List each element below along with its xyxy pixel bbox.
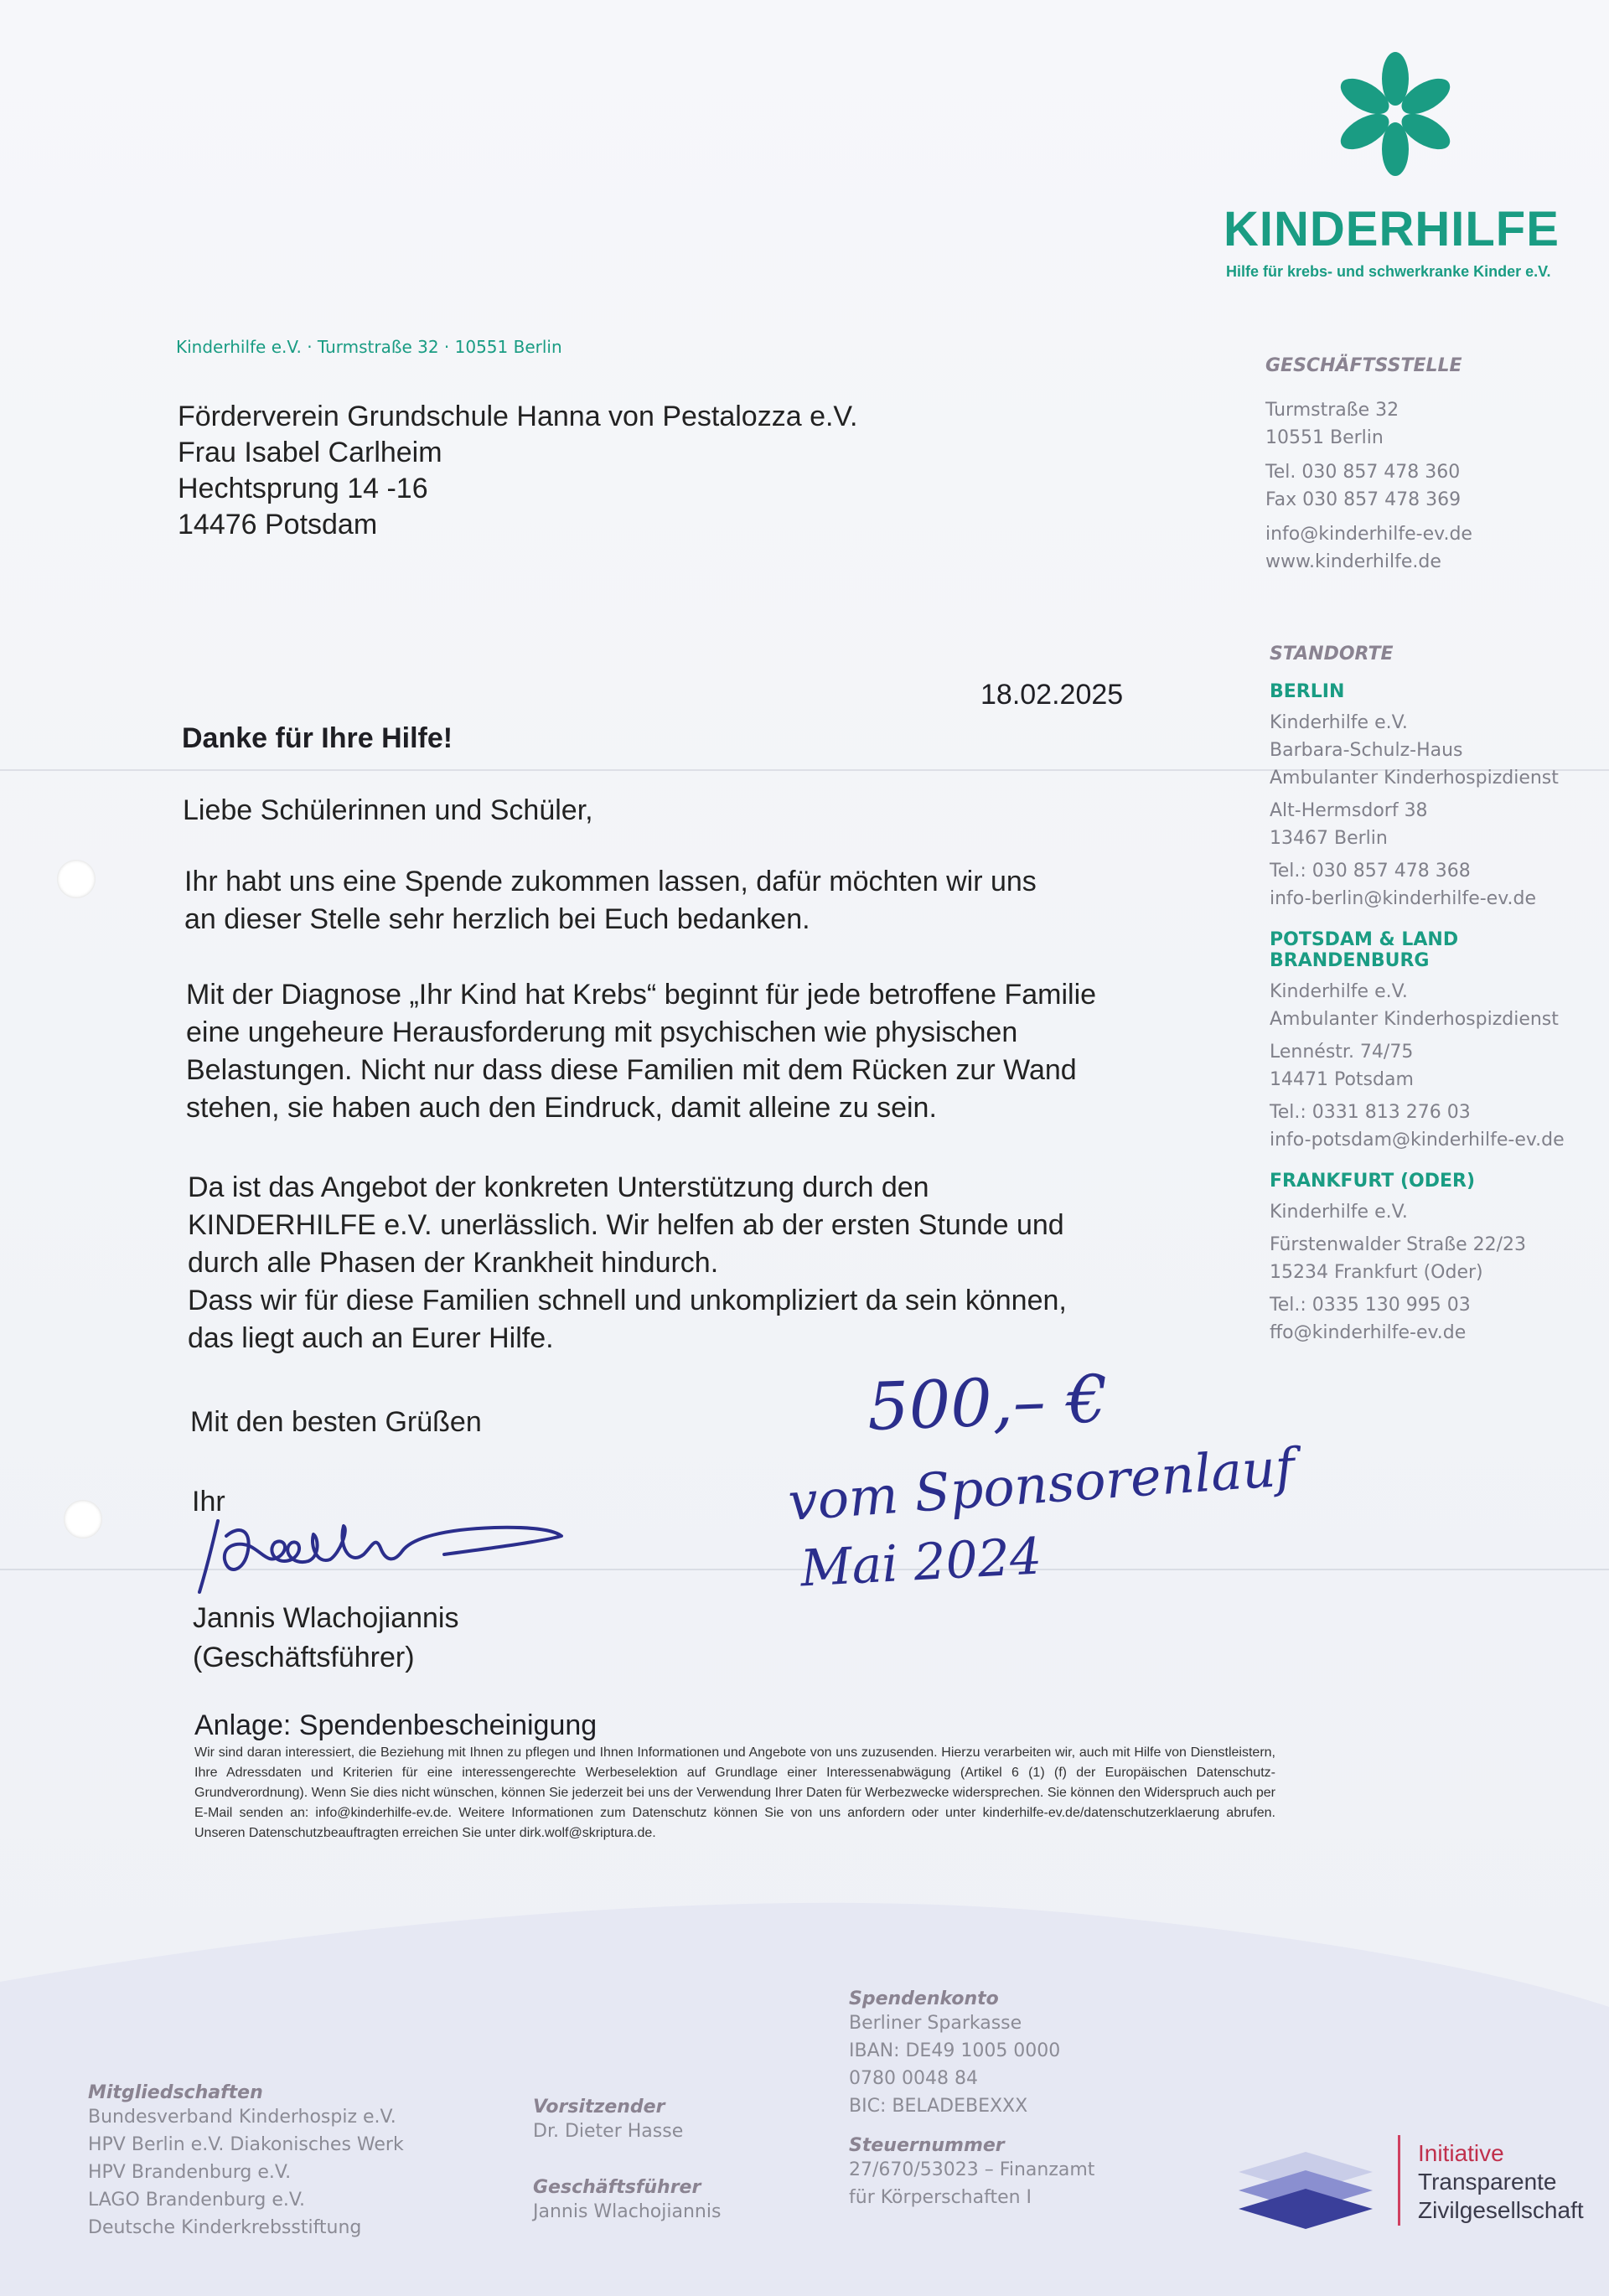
paragraph-line: Belastungen. Nicht nur dass diese Familien mit dem Rücken zur Wand bbox=[186, 1054, 1077, 1086]
location-street: Fürstenwalder Straße 22/23 bbox=[1270, 1234, 1527, 1255]
recipient-line: Hechtsprung 14 -16 bbox=[178, 473, 428, 504]
location-potsdam-name: POTSDAM & LAND bbox=[1270, 929, 1459, 950]
location-org: Kinderhilfe e.V. bbox=[1270, 712, 1408, 733]
punch-hole bbox=[57, 860, 96, 898]
memberships-block bbox=[88, 2082, 404, 2242]
location-city: 14471 Potsdam bbox=[1270, 1069, 1414, 1090]
iban: IBAN: DE49 1005 0000 bbox=[849, 2040, 1061, 2061]
flower-logo-icon bbox=[1303, 30, 1487, 189]
location-tel: Tel.: 0331 813 276 03 bbox=[1270, 1102, 1471, 1123]
location-email[interactable]: info-berlin@kinderhilfe-ev.de bbox=[1270, 888, 1537, 909]
ceo-heading: Geschäftsführer bbox=[533, 2177, 701, 2198]
office-block bbox=[1265, 355, 1601, 576]
sender-line: Kinderhilfe e.V. · Turmstraße 32 · 10551 Berlin bbox=[176, 337, 562, 357]
recipient-address bbox=[178, 399, 857, 543]
location-org: Kinderhilfe e.V. bbox=[1270, 1202, 1408, 1223]
paragraph-3 bbox=[188, 1169, 1067, 1357]
initiative-line: Initiative bbox=[1418, 2140, 1504, 2166]
location-city: 13467 Berlin bbox=[1270, 828, 1388, 849]
membership-item: Deutsche Kinderkrebsstiftung bbox=[88, 2217, 362, 2238]
location-berlin-name: BERLIN bbox=[1270, 681, 1345, 702]
locations-heading: STANDORTE bbox=[1270, 644, 1394, 664]
location-tel: Tel.: 0335 130 995 03 bbox=[1270, 1295, 1471, 1316]
paragraph-line: an dieser Stelle sehr herzlich bei Euch bedanken. bbox=[184, 903, 810, 935]
bank-block bbox=[849, 1988, 1094, 2211]
letter-date: 18.02.2025 bbox=[980, 679, 1124, 711]
location-tel: Tel.: 030 857 478 368 bbox=[1270, 861, 1471, 882]
paragraph-line: Dass wir für diese Familien schnell und unkompliziert da sein können, bbox=[188, 1285, 1067, 1316]
office-tel: Tel. 030 857 478 360 bbox=[1265, 462, 1461, 483]
attachment-note: Anlage: Spendenbescheinigung bbox=[194, 1709, 598, 1741]
logo-tagline: Hilfe für krebs- und schwerkranke Kinder e.V. bbox=[1226, 263, 1551, 280]
initiative-divider bbox=[1398, 2135, 1400, 2226]
office-street: Turmstraße 32 bbox=[1265, 400, 1399, 421]
privacy-notice: Wir sind daran interessiert, die Beziehung mit Ihnen zu pflegen und Ihnen Informationen und Angebote von uns zuzusenden. Hierzu verarbeiten wir, auch mit Hilfe von Dienstleistern, Ihre Adressdaten und Kriterien für eine interessengerechte Werbeselektion auf Grundlage einer Interessenabwägung (Artikel 6 (1) (f) der Europäischen Datenschutz-Grundverordnung). Wenn Sie dies nicht wünschen, können Sie jederzeit bei uns der Verwendung Ihrer Daten für Werbezwecke widersprechen. Sie können den Widerspruch auch per E-Mail senden an: info@kinderhilfe-ev.de. Weitere Informationen zum Datenschutz können Sie von uns anfordern oder unter kinderhilfe-ev.de/datenschutzerklaerung abrufen. Unseren Datenschutzbeauftragten erreichen Sie unter dirk.wolf@skriptura.de. bbox=[194, 1745, 1275, 1840]
initiative-line: Transparente bbox=[1418, 2169, 1557, 2195]
paragraph-line: eine ungeheure Herausforderung mit psychischen wie physischen bbox=[186, 1016, 1018, 1048]
bic: BIC: BELADEBEXXX bbox=[849, 2096, 1028, 2117]
memberships-heading: Mitgliedschaften bbox=[88, 2082, 263, 2103]
handwritten-date: Mai 2024 bbox=[799, 1527, 1043, 1599]
office-fax: Fax 030 857 478 369 bbox=[1265, 489, 1462, 510]
location-house: Barbara-Schulz-Haus bbox=[1270, 740, 1463, 761]
handwritten-amount: 500,– € bbox=[866, 1362, 1110, 1445]
recipient-line: Frau Isabel Carlheim bbox=[178, 437, 442, 468]
chair-name: Dr. Dieter Hasse bbox=[533, 2121, 684, 2142]
punch-hole bbox=[64, 1500, 102, 1538]
signer-name: Jannis Wlachojiannis bbox=[193, 1602, 459, 1634]
membership-item: LAGO Brandenburg e.V. bbox=[88, 2190, 306, 2211]
location-service: Ambulanter Kinderhospizdienst bbox=[1270, 1009, 1559, 1030]
board-block bbox=[533, 2097, 721, 2226]
transparency-initiative-icon bbox=[1230, 2145, 1381, 2237]
tax-office: für Körperschaften I bbox=[849, 2187, 1032, 2208]
paragraph-line: Da ist das Angebot der konkreten Unterstützung durch den bbox=[188, 1171, 929, 1203]
location-city: 15234 Frankfurt (Oder) bbox=[1270, 1262, 1483, 1283]
paragraph-2 bbox=[186, 976, 1096, 1127]
paragraph-line: Ihr habt uns eine Spende zukommen lassen, dafür möchten wir uns bbox=[184, 866, 1037, 897]
membership-item: HPV Brandenburg e.V. bbox=[88, 2162, 292, 2183]
closing: Mit den besten Grüßen bbox=[190, 1406, 482, 1438]
initiative-label bbox=[1418, 2139, 1584, 2225]
initiative-line: Zivilgesellschaft bbox=[1418, 2197, 1584, 2223]
iban: 0780 0048 84 bbox=[849, 2068, 978, 2089]
membership-item: Bundesverband Kinderhospiz e.V. bbox=[88, 2107, 396, 2128]
salutation: Liebe Schülerinnen und Schüler, bbox=[183, 794, 593, 826]
paragraph-line: das liegt auch an Eurer Hilfe. bbox=[188, 1322, 554, 1354]
recipient-line: Förderverein Grundschule Hanna von Pestalozza e.V. bbox=[178, 401, 858, 432]
locations-block bbox=[1270, 644, 1605, 1347]
location-street: Lennéstr. 74/75 bbox=[1270, 1042, 1414, 1063]
signer-block bbox=[193, 1599, 459, 1678]
tax-number: 27/670/53023 – Finanzamt bbox=[849, 2159, 1095, 2180]
signer-title: (Geschäftsführer) bbox=[193, 1642, 415, 1673]
bank-name: Berliner Sparkasse bbox=[849, 2013, 1022, 2034]
logo-wordmark: KINDERHILFE bbox=[1224, 202, 1560, 256]
paragraph-1 bbox=[184, 863, 1037, 939]
location-email[interactable]: ffo@kinderhilfe-ev.de bbox=[1270, 1322, 1467, 1343]
chair-heading: Vorsitzender bbox=[533, 2097, 665, 2118]
office-email[interactable]: info@kinderhilfe-ev.de bbox=[1265, 524, 1472, 545]
paragraph-line: Mit der Diagnose „Ihr Kind hat Krebs“ beginnt für jede betroffene Familie bbox=[186, 979, 1097, 1011]
handwritten-note: vom Sponsorenlauf bbox=[786, 1435, 1297, 1533]
handwritten-signature bbox=[193, 1504, 578, 1605]
location-email[interactable]: info-potsdam@kinderhilfe-ev.de bbox=[1270, 1130, 1565, 1151]
location-frankfurt-name: FRANKFURT (ODER) bbox=[1270, 1171, 1476, 1192]
ceo-name: Jannis Wlachojiannis bbox=[533, 2201, 722, 2222]
office-heading: GESCHÄFTSSTELLE bbox=[1265, 355, 1462, 376]
location-org: Kinderhilfe e.V. bbox=[1270, 981, 1408, 1002]
recipient-line: 14476 Potsdam bbox=[178, 509, 378, 540]
closing-ihr: Ihr bbox=[192, 1486, 225, 1518]
office-web[interactable]: www.kinderhilfe.de bbox=[1265, 551, 1441, 572]
paragraph-line: KINDERHILFE e.V. unerlässlich. Wir helfen ab der ersten Stunde und bbox=[188, 1209, 1064, 1241]
location-service: Ambulanter Kinderhospizdienst bbox=[1270, 768, 1559, 789]
office-city: 10551 Berlin bbox=[1265, 427, 1384, 448]
paragraph-line: stehen, sie haben auch den Eindruck, damit alleine zu sein. bbox=[186, 1092, 937, 1124]
location-street: Alt-Hermsdorf 38 bbox=[1270, 800, 1428, 821]
location-potsdam-name: BRANDENBURG bbox=[1270, 950, 1430, 971]
paragraph-line: durch alle Phasen der Krankheit hindurch. bbox=[188, 1247, 719, 1279]
tax-heading: Steuernummer bbox=[849, 2135, 1005, 2156]
membership-item: HPV Berlin e.V. Diakonisches Werk bbox=[88, 2134, 404, 2155]
letter-heading: Danke für Ihre Hilfe! bbox=[182, 722, 453, 754]
account-heading: Spendenkonto bbox=[849, 1988, 999, 2009]
